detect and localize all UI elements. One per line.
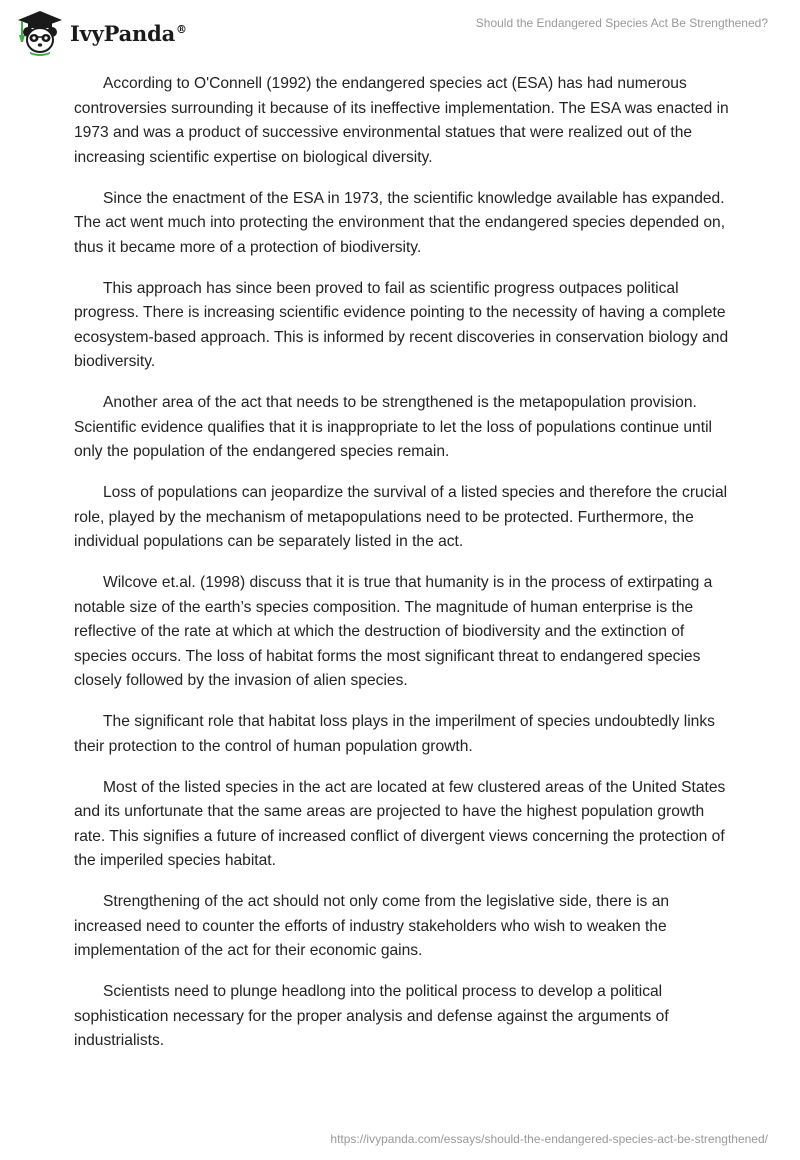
paragraph: Most of the listed species in the act are located at few clustered areas of the United States and its unfortunate that the same areas are projected to have the highest population growth rate. This signifies a future of increased conflict of divergent views concerning the protection of the imperiled species habitat. — [74, 778, 726, 869]
paragraph: Wilcove et.al. (1998) discuss that it is true that humanity is in the process of extirpating a notable size of the earth’s species composition. The magnitude of human enterprise is the reflective of the rate at which at which the destruction of biodiversity and the extinction of species occurs. The loss of habitat forms the most significant threat to endangered species closely followed by the invasion of alien species. — [74, 574, 713, 689]
page-header — [0, 0, 800, 60]
essay-body — [74, 72, 734, 1070]
document-title: Should the Endangered Species Act Be Strengthened? — [475, 16, 768, 30]
paragraph: Another area of the act that needs to be strengthened is the metapopulation provision. Scientific evidence qualifies that it is inappropriate to let the loss of populations continue until only the population of the endangered species remain. — [74, 394, 712, 460]
paragraph: This approach has since been proved to fail as scientific progress outpaces political progress. There is increasing scientific evidence pointing to the necessity of having a complete ecosystem-based approach. This is informed by recent discoveries in conservation biology and biodiversity. — [74, 279, 729, 370]
panda-graduation-cap-icon — [14, 8, 66, 56]
paragraph: The significant role that habitat loss plays in the imperilment of species undoubtedly links their protection to the control of human population growth. — [74, 713, 715, 755]
paragraph: Since the enactment of the ESA in 1973, the scientific knowledge available has expanded. The act went much into protecting the environment that the endangered species depended on, thus it became more of a protection of biodiversity. — [74, 189, 726, 256]
registered-mark: ® — [176, 22, 187, 36]
brand-name: IvyPanda® — [70, 20, 187, 46]
paragraph: According to O'Connell (1992) the endangered species act (ESA) has had numerous controversies surrounding it because of its ineffective implementation. The ESA was enacted in 1973 and was a product of successive environmental statues that were realized out of the increasing scientific expertise on biological diversity. — [74, 75, 729, 166]
paragraph: Loss of populations can jeopardize the survival of a listed species and therefore the crucial role, played by the mechanism of metapopulations need to be protected. Furthermore, the individual populations can be separately listed in the act. — [74, 484, 728, 550]
source-url[interactable]: https://ivypanda.com/essays/should-the-endangered-species-act-be-strengthened/ — [330, 1132, 768, 1146]
brand-logo[interactable] — [14, 8, 187, 56]
paragraph: Strengthening of the act should not only come from the legislative side, there is an increased need to counter the efforts of industry stakeholders who wish to weaken the implementation of the act for their economic gains. — [74, 893, 670, 959]
paragraph: Scientists need to plunge headlong into the political process to develop a political sophistication necessary for the proper analysis and defense against the arguments of industrialists. — [74, 983, 669, 1049]
